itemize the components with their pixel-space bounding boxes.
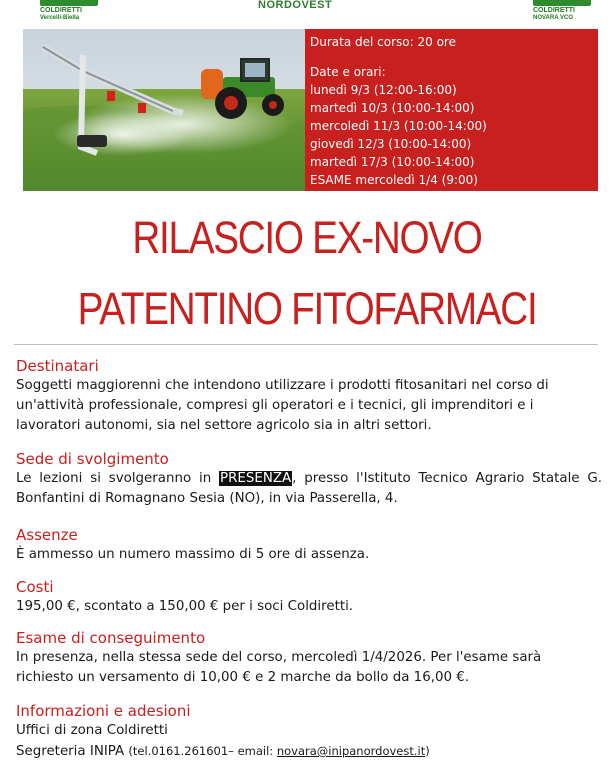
tractor-sprayer-photo xyxy=(23,29,305,191)
section-title: Esame di conseguimento xyxy=(16,629,206,647)
sede-text-before: Le lezioni si svolgeranno in xyxy=(16,471,220,486)
presenza-highlight: PRESENZA xyxy=(220,471,292,486)
logo-sub: Vercelli-Biella xyxy=(40,15,80,21)
nordovest-label: NORDOVEST xyxy=(258,0,333,11)
sede-text-after: , presso l'Istituto Tecnico Agrario Statale G. Bonfantini di Romagnano Sesia (NO), in via Passerella, 4. xyxy=(16,471,602,506)
coldiretti-vercelli-logo xyxy=(40,0,98,24)
section-title: Destinatari xyxy=(16,357,99,375)
date-item: martedì 10/3 (10:00-14:00) xyxy=(310,101,475,115)
email-link[interactable]: novara@inipanordovest.it xyxy=(276,744,426,758)
info-line-2 xyxy=(16,741,602,762)
exam-date-item: ESAME mercoledì 1/4 (9:00) xyxy=(310,173,478,187)
section-body: Soggetti maggiorenni che intendono utilizzare i prodotti fitosanitari nel corso di un'attività professionale, compresi gli operatori e i tecnici, gli imprenditori e i lavoratori autonomi, sia nel settore agricolo sia in altri settori. xyxy=(16,378,549,433)
section-body: È ammesso un numero massimo di 5 ore di assenza. xyxy=(16,547,370,562)
section-assenze xyxy=(16,525,602,565)
date-item: lunedì 9/3 (12:00-16:00) xyxy=(310,83,457,97)
course-duration: Durata del corso: 20 ore xyxy=(310,35,456,49)
logo-brand: COLDIRETTI xyxy=(40,7,82,14)
section-sede xyxy=(16,449,602,509)
page-title-line-2: PATENTINO FITOFARMACI xyxy=(77,283,537,334)
logo-sub: NOVARA VCO xyxy=(533,15,574,21)
section-esame xyxy=(16,628,602,688)
logo-brand: COLDIRETTI xyxy=(533,7,575,14)
segreteria-label: Segreteria INIPA xyxy=(16,744,129,759)
date-item: giovedì 12/3 (10:00-14:00) xyxy=(310,137,472,151)
section-destinatari xyxy=(16,356,602,436)
date-item: martedì 17/3 (10:00-14:00) xyxy=(310,155,475,169)
page-title-line-1: RILASCIO EX-NOVO xyxy=(132,212,482,263)
section-body: 195,00 €, scontato a 150,00 € per i soci Coldiretti. xyxy=(16,599,354,614)
contact-close: ) xyxy=(425,744,430,758)
section-title: Costi xyxy=(16,578,54,596)
section-informazioni xyxy=(16,701,602,762)
coldiretti-novara-logo xyxy=(533,0,591,24)
logo-bar xyxy=(533,0,591,6)
divider xyxy=(14,344,598,345)
logo-bar xyxy=(40,0,98,6)
info-line-1: Uffici di zona Coldiretti xyxy=(16,723,168,738)
section-body: In presenza, nella stessa sede del corso, mercoledì 1/4/2026. Per l'esame sarà richiesto un versamento di 10,00 € e 2 marche da bollo da 16,00 €. xyxy=(16,650,542,685)
dates-title: Date e orari: xyxy=(310,65,386,79)
section-title: Sede di svolgimento xyxy=(16,450,169,468)
section-title: Informazioni e adesioni xyxy=(16,702,191,720)
section-costi xyxy=(16,577,602,617)
section-title: Assenze xyxy=(16,526,78,544)
date-item: mercoledì 11/3 (10:00-14:00) xyxy=(310,119,487,133)
contact-prefix: (tel.0161.261601– email: xyxy=(128,744,277,758)
course-info-box xyxy=(305,29,598,191)
section-body xyxy=(16,469,602,509)
